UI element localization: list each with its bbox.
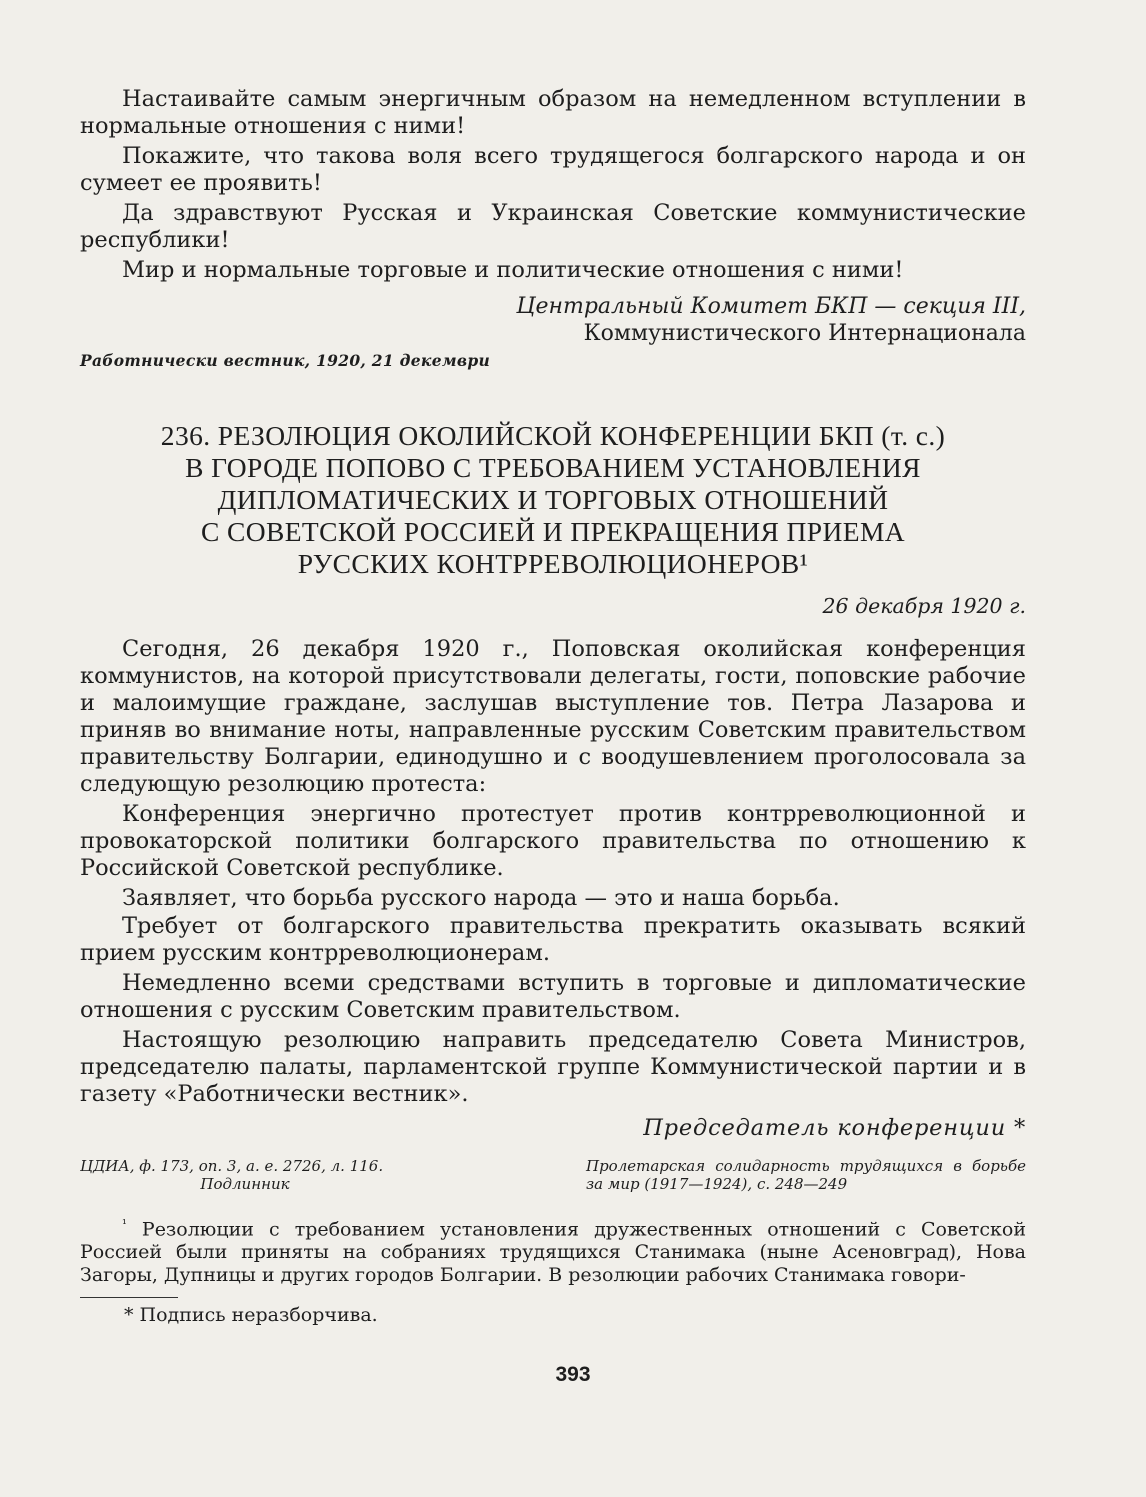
signature-central-committee [80,293,1026,347]
archive-reference [80,1157,410,1193]
paragraph-top-3: Да здравствуют Русская и Украинская Советские коммунистические республики! [80,200,1026,253]
page-number: 393 [555,1363,591,1386]
publication-reference: Пролетарская солидарность трудящихся в борьбе за мир (1917—1924), с. 248—249 [586,1157,1026,1193]
paragraph-body-5: Немедленно всеми средствами вступить в торговые и дипломатические отношения с русским Советским правительством. [80,970,1026,1023]
source-citation-top: Работнически вестник, 1920, 21 декември [80,351,491,370]
paragraph-body-2: Конференция энергично протестует против контрреволюционной и провокаторской политики болгарского правительства по отношению к Российской Советской республике. [80,801,1026,881]
footnote-star: * Подпись неразборчива. [124,1304,378,1327]
footnote-1 [80,1213,1026,1287]
document-heading [80,420,1026,580]
heading-line-3: ДИПЛОМАТИЧЕСКИХ И ТОРГОВЫХ ОТНОШЕНИЙ [217,484,889,515]
references [80,1157,1026,1193]
paragraph-body-1: Сегодня, 26 декабря 1920 г., Поповская околийская конференция коммунистов, на которой присутствовали делегаты, гости, поповские рабочие и малоимущие граждане, заслушав выступление тов. Петра Лазарова и приняв во внимание ноты, направленные русским Советским правительством правительству Болгарии, единодушно и с воодушевлением проголосовала за следующую резолюцию протеста: [80,636,1026,797]
footnote-1-text: Резолюции с требованием установления дружественных отношений с Советской Россией были приняты на собраниях трудящихся Станимака (ныне Асеновград), Нова Загоры, Дупницы и других городов Болгарии. В резолюции рабочих Станимака говори- [80,1218,1027,1287]
signature-line-2: Коммунистического Интернационала [583,321,1026,346]
footnote-divider [80,1297,178,1298]
page-content [80,86,1026,1327]
paragraph-body-3: Заявляет, что борьба русского народа — это и наша борьба. [122,885,840,911]
archive-reference-line-2: Подлинник [200,1175,290,1193]
paragraph-top-2: Покажите, что такова воля всего трудящегося болгарского народа и он сумеет ее проявить! [80,143,1026,196]
paragraph-body-4: Требует от болгарского правительства прекратить оказывать всякий прием русским контрреволюционерам. [80,913,1026,966]
footnote-mark: ¹ [122,1217,127,1231]
signature-chairman: Председатель конференции * [643,1115,1026,1141]
heading-line-2: В ГОРОДЕ ПОПОВО С ТРЕБОВАНИЕМ УСТАНОВЛЕНИЯ [185,452,921,483]
heading-line-5: РУССКИХ КОНТРРЕВОЛЮЦИОНЕРОВ¹ [297,548,809,579]
document-date: 26 декабря 1920 г. [822,594,1026,618]
paragraph-body-6: Настоящую резолюцию направить председателю Совета Министров, председателю палаты, парламентской группе Коммунистической партии и в газету «Работнически вестник». [80,1027,1026,1107]
paragraph-top-1: Настаивайте самым энергичным образом на немедленном вступлении в нормальные отношения с ними! [80,86,1026,139]
archive-reference-line-1: ЦДИА, ф. 173, оп. 3, а. е. 2726, л. 116. [80,1157,384,1175]
heading-line-4: С СОВЕТСКОЙ РОССИЕЙ И ПРЕКРАЩЕНИЯ ПРИЕМА [200,516,906,547]
signature-line-1: Центральный Комитет БКП — секция III, [516,294,1026,319]
heading-line-1: 236. РЕЗОЛЮЦИЯ ОКОЛИЙСКОЙ КОНФЕРЕНЦИИ БКП (т. с.) [160,420,946,451]
paragraph-top-4: Мир и нормальные торговые и политические отношения с ними! [122,257,904,283]
